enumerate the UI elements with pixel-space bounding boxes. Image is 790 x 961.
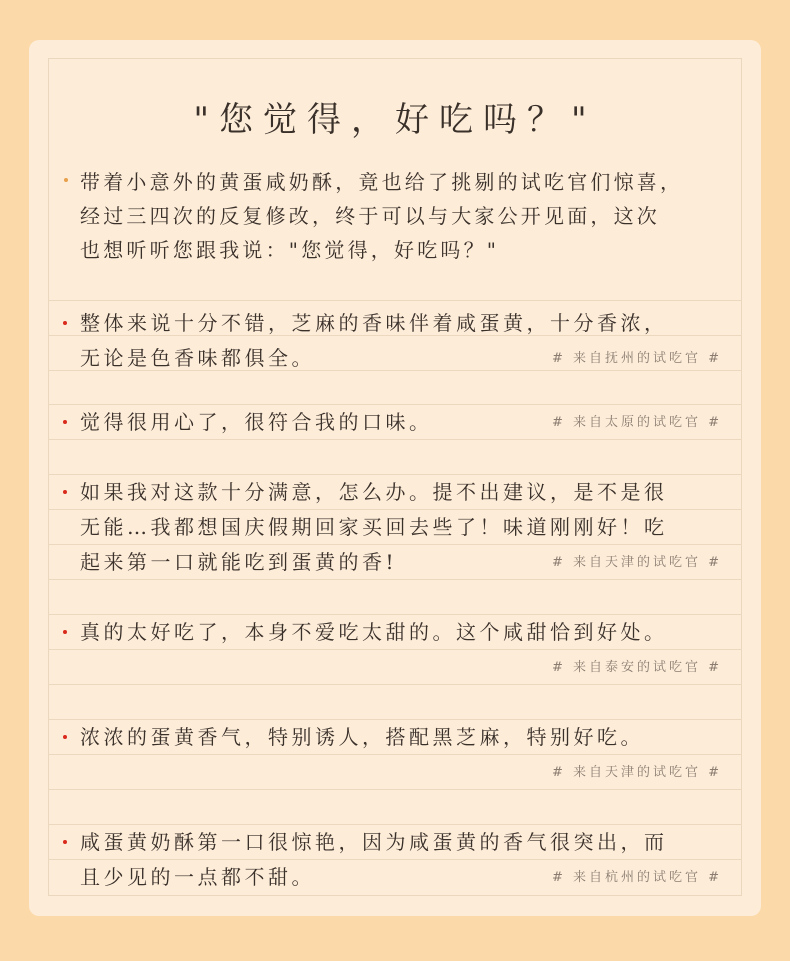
review-line: 整体来说十分不错，芝麻的香味伴着咸蛋黄，十分香浓， bbox=[80, 311, 668, 335]
intro-line: 也想听听您跟我说："您觉得，好吃吗？" bbox=[80, 238, 500, 262]
review-line: 咸蛋黄奶酥第一口很惊艳，因为咸蛋黄的香气很突出，而 bbox=[80, 830, 668, 854]
review-line: 且少见的一点都不甜。 bbox=[80, 865, 315, 889]
review-source: # 来自抚州的试吃官 # bbox=[551, 351, 722, 366]
bullet-dot bbox=[63, 735, 67, 739]
review-line: 真的太好吃了，本身不爱吃太甜的。这个咸甜恰到好处。 bbox=[80, 620, 668, 644]
review-line: 浓浓的蛋黄香气，特别诱人，搭配黑芝麻，特别好吃。 bbox=[80, 725, 644, 749]
review-line: 无论是色香味都俱全。 bbox=[80, 346, 315, 370]
bullet-dot bbox=[63, 630, 67, 634]
review-source: # 来自太原的试吃官 # bbox=[551, 415, 722, 430]
review-line: 觉得很用心了，很符合我的口味。 bbox=[80, 410, 433, 434]
review-source: # 来自杭州的试吃官 # bbox=[551, 870, 722, 885]
divider bbox=[48, 300, 742, 301]
bullet-dot bbox=[63, 490, 67, 494]
intro-paragraph bbox=[80, 165, 750, 267]
bullet-dot bbox=[63, 420, 67, 424]
intro-line: 经过三四次的反复修改，终于可以与大家公开见面，这次 bbox=[80, 204, 660, 228]
review-line: 如果我对这款十分满意，怎么办。提不出建议，是不是很 bbox=[80, 480, 668, 504]
bullet-dot bbox=[64, 178, 68, 182]
page-title: "您觉得，好吃吗？" bbox=[193, 100, 597, 140]
review-source: # 来自泰安的试吃官 # bbox=[551, 660, 722, 675]
bullet-dot bbox=[63, 321, 67, 325]
review-line: 起来第一口就能吃到蛋黄的香! bbox=[80, 550, 398, 574]
review-source: # 来自天津的试吃官 # bbox=[551, 555, 722, 570]
intro-line: 带着小意外的黄蛋咸奶酥，竟也给了挑剔的试吃官们惊喜， bbox=[80, 170, 684, 194]
bullet-dot bbox=[63, 840, 67, 844]
review-source: # 来自天津的试吃官 # bbox=[551, 765, 722, 780]
review-line: 无能…我都想国庆假期回家买回去些了！味道刚刚好！吃 bbox=[80, 515, 668, 539]
